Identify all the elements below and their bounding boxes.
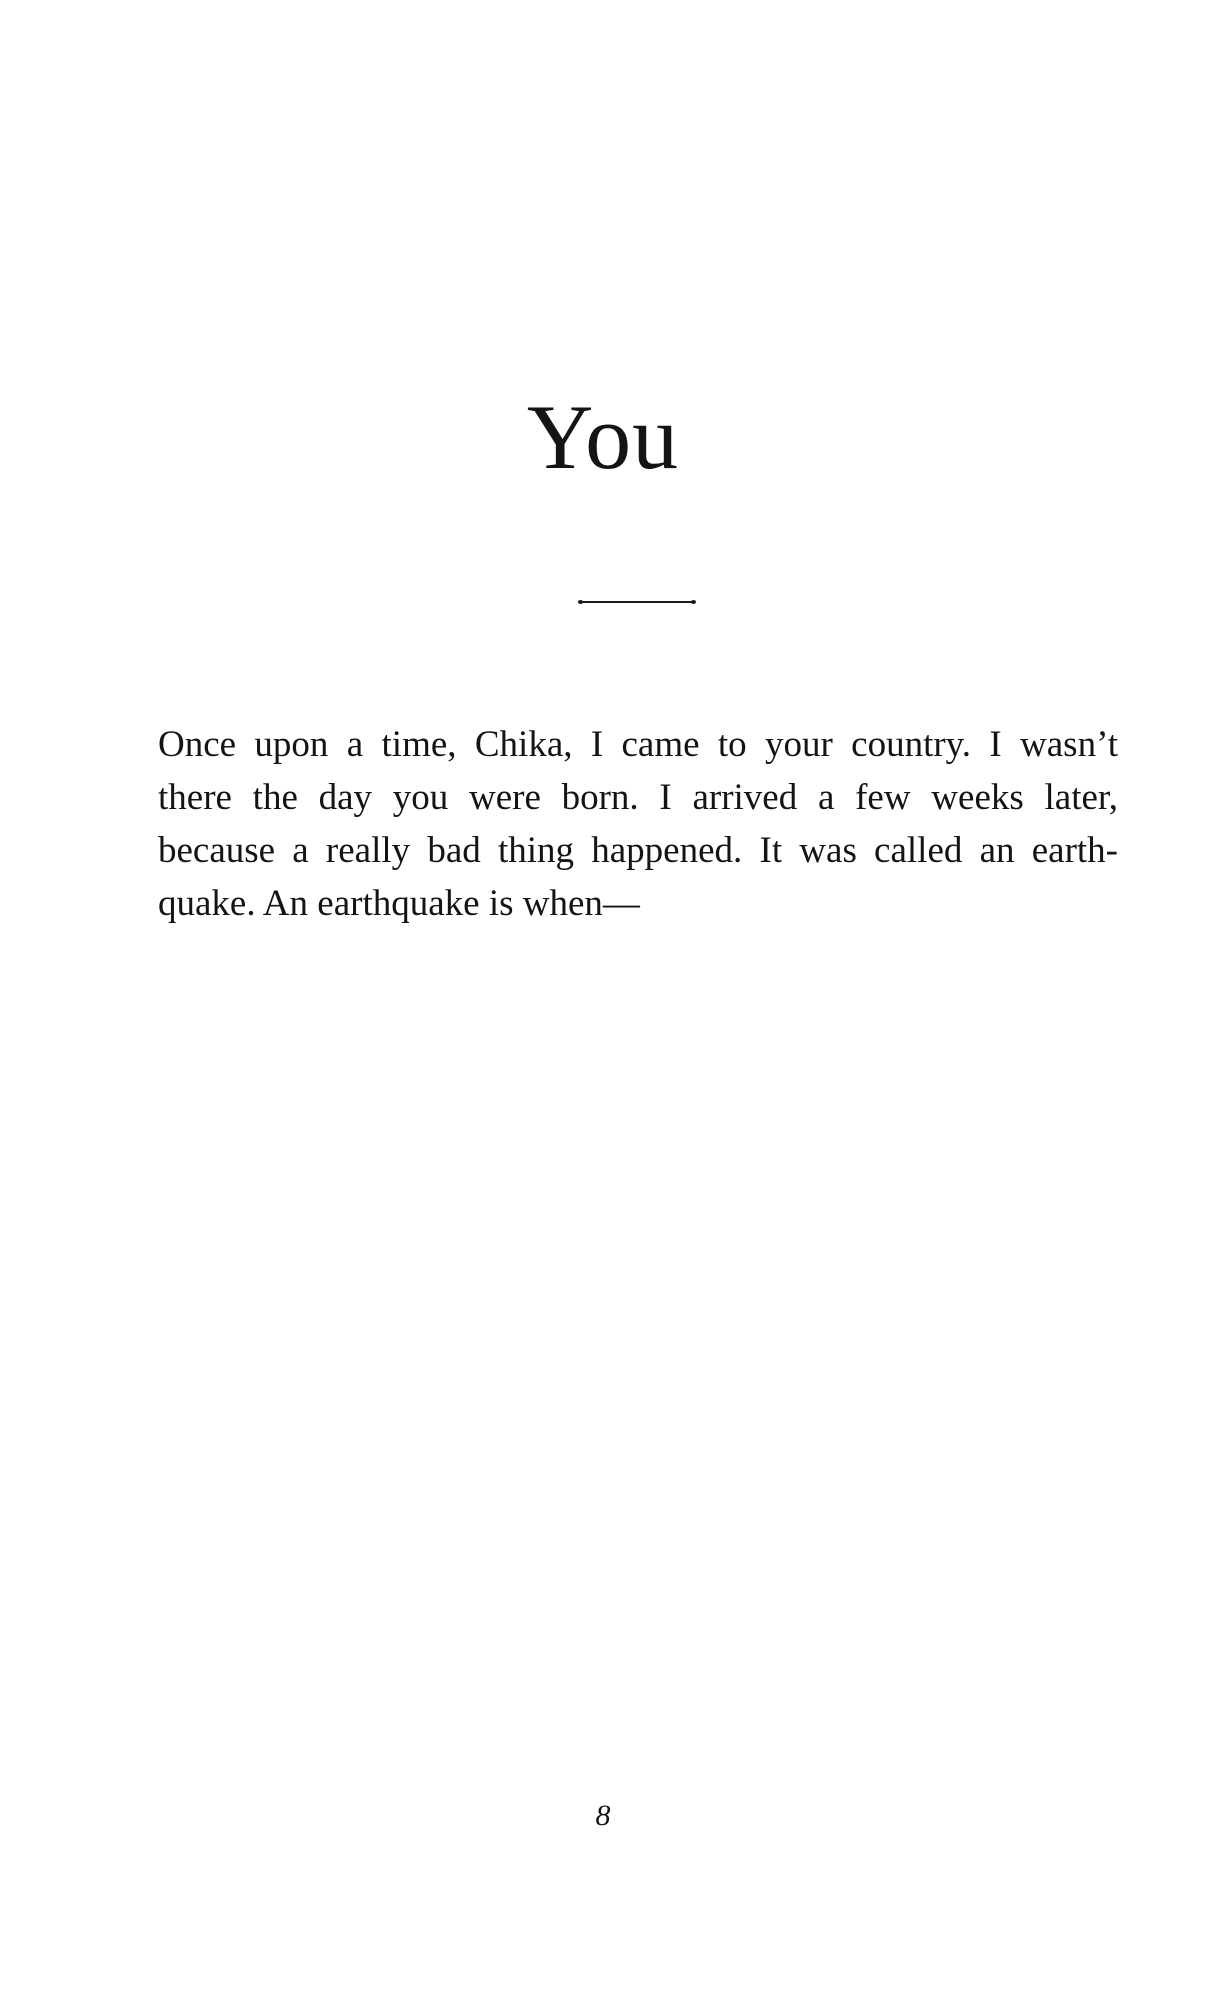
page-number: 8	[595, 1799, 611, 1832]
divider-dot-right	[691, 600, 696, 604]
body-paragraph	[158, 718, 1118, 930]
paragraph-line: Once upon a time, Chika, I came to your country. I wasn’t	[158, 724, 1118, 765]
divider-rule	[580, 601, 694, 603]
paragraph-line: because a really bad thing happened. It was called an earth-	[158, 830, 1118, 871]
chapter-title: You	[526, 386, 680, 488]
paragraph-line: quake. An earthquake is when—	[158, 883, 640, 924]
ornamental-divider	[578, 600, 696, 604]
paragraph-line: there the day you were born. I arrived a few weeks later,	[158, 777, 1118, 818]
